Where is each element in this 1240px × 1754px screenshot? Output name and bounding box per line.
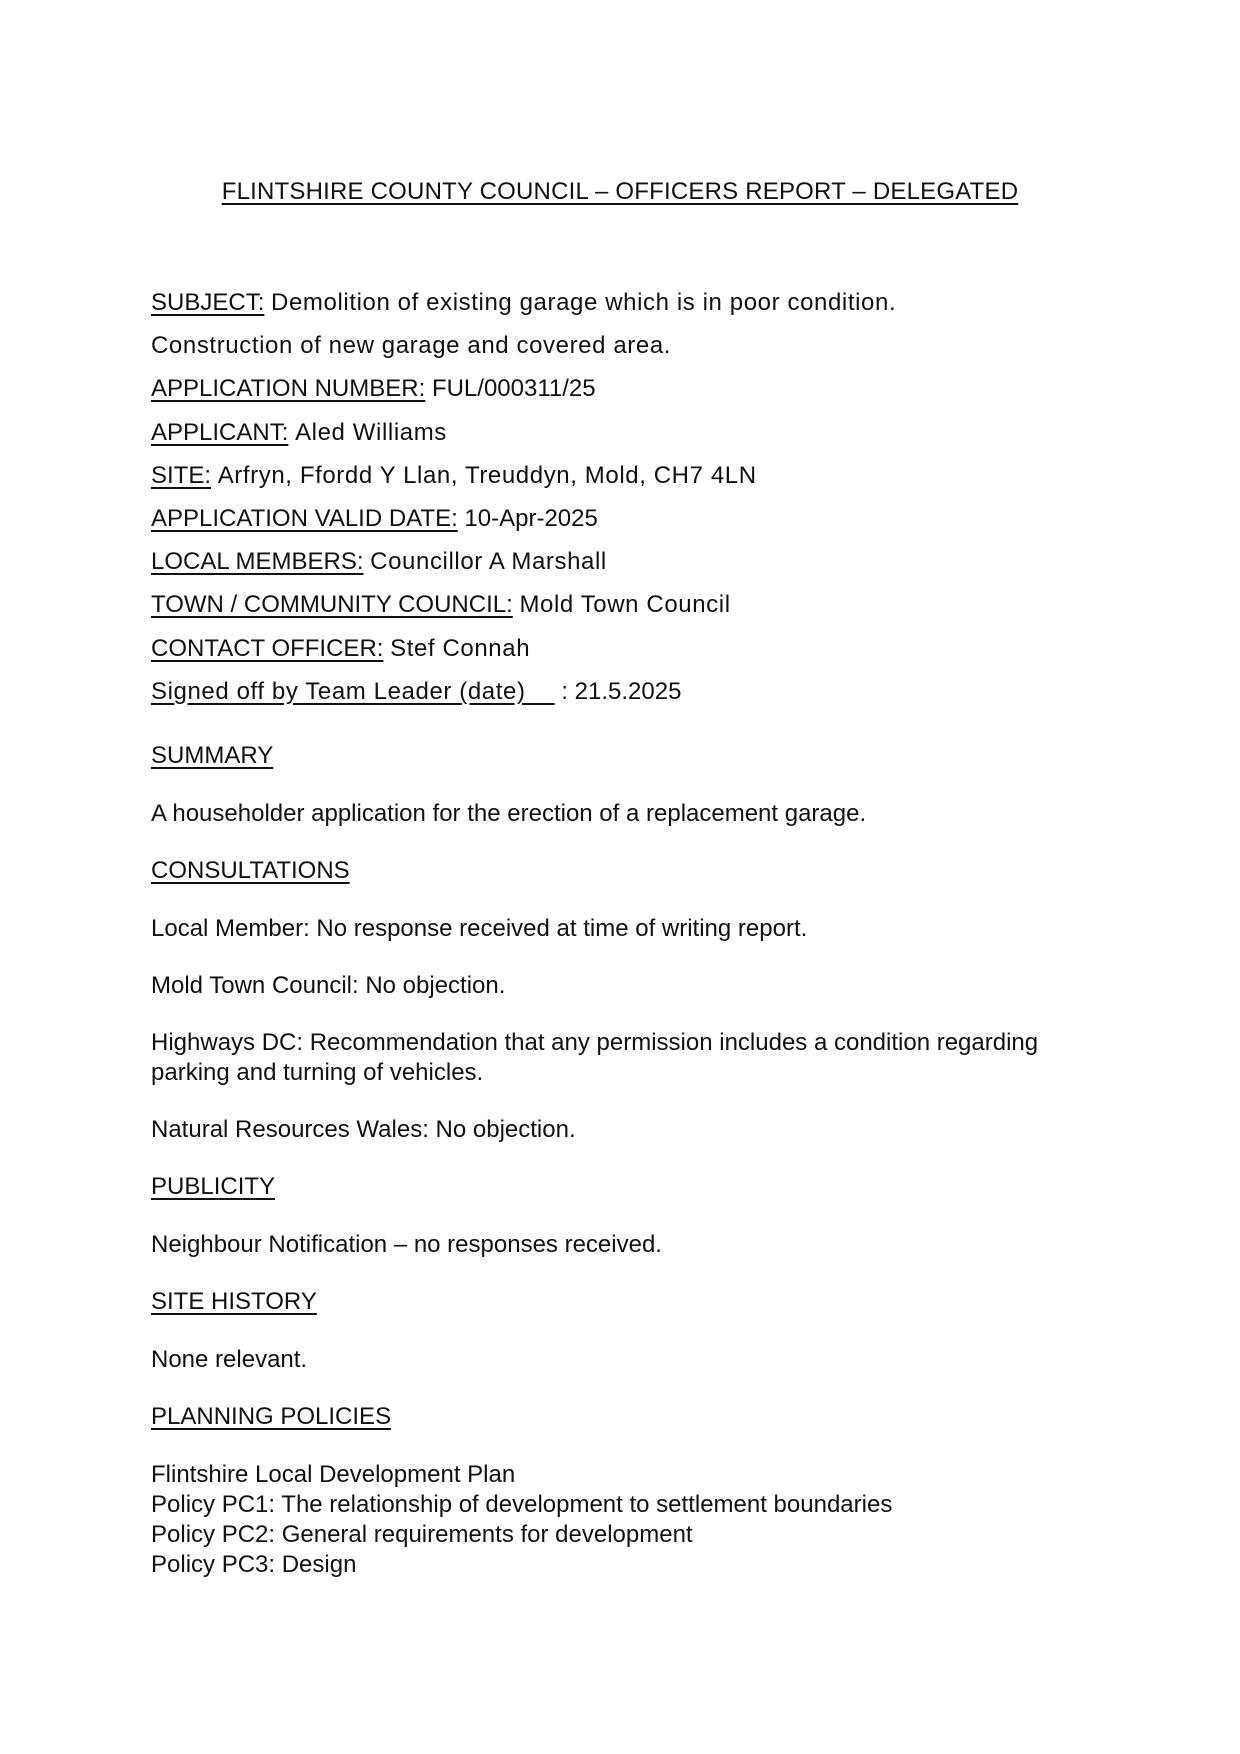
subject-value: Demolition of existing garage which is in poor condition. (271, 289, 897, 316)
application-number-field (151, 367, 1111, 410)
policy-line: Policy PC1: The relationship of development to settlement boundaries (151, 1490, 893, 1518)
publicity-text: Neighbour Notification – no responses received. (151, 1230, 662, 1258)
consultation-item: Highways DC: Recommendation that any permission includes a condition regarding parking and turning of vehicles. (151, 1028, 1039, 1086)
local-members-field (151, 540, 1111, 583)
consultations-heading: CONSULTATIONS (151, 856, 350, 884)
local-members-label: LOCAL MEMBERS: (151, 548, 364, 576)
publicity-heading: PUBLICITY (151, 1172, 276, 1200)
applicant-field (151, 411, 1111, 454)
site-history-text: None relevant. (151, 1345, 308, 1373)
policy-line: Policy PC2: General requirements for development (151, 1520, 693, 1548)
report-body (151, 281, 1111, 1580)
valid-date-value: 10-Apr-2025 (464, 504, 598, 532)
valid-date-label: APPLICATION VALID DATE: (151, 504, 458, 532)
site-label: SITE: (151, 461, 212, 489)
valid-date-field (151, 497, 1111, 540)
signed-off-field (151, 670, 1111, 713)
application-number-label: APPLICATION NUMBER: (151, 375, 426, 403)
planning-policies-heading: PLANNING POLICIES (151, 1402, 392, 1430)
community-council-value: Mold Town Council (519, 591, 731, 619)
signed-off-label: Signed off by Team Leader (date) (151, 677, 526, 705)
consultation-item: Natural Resources Wales: No objection. (151, 1115, 576, 1143)
community-council-label: TOWN / COMMUNITY COUNCIL: (151, 591, 513, 619)
site-field (151, 454, 1111, 497)
consultation-item: Mold Town Council: No objection. (151, 971, 506, 999)
site-history-heading: SITE HISTORY (151, 1287, 317, 1315)
applicant-label: APPLICANT: (151, 418, 289, 446)
site-value: Arfryn, Ffordd Y Llan, Treuddyn, Mold, CH7 4LN (217, 461, 757, 489)
community-council-field (151, 583, 1111, 626)
subject-field (151, 281, 1111, 324)
local-members-value: Councillor A Marshall (370, 548, 607, 576)
contact-officer-label: CONTACT OFFICER: (151, 634, 384, 662)
report-title (0, 178, 1240, 206)
subject-continuation-text: Construction of new garage and covered area. (151, 332, 672, 360)
subject-label: SUBJECT: (151, 289, 265, 316)
signed-off-value: : 21.5.2025 (561, 677, 682, 705)
contact-officer-value: Stef Connah (390, 634, 531, 662)
applicant-value: Aled Williams (295, 418, 447, 446)
report-title-text: FLINTSHIRE COUNTY COUNCIL – OFFICERS REPORT – DELEGATED (221, 178, 1019, 205)
planning-policies-list (151, 1460, 1111, 1580)
summary-heading: SUMMARY (151, 741, 274, 769)
summary-text: A householder application for the erection of a replacement garage. (151, 799, 867, 827)
policy-line: Flintshire Local Development Plan (151, 1460, 516, 1488)
application-number-value: FUL/000311/25 (431, 375, 596, 403)
policy-line: Policy PC3: Design (151, 1550, 357, 1578)
consultation-item: Local Member: No response received at time of writing report. (151, 914, 808, 942)
contact-officer-field (151, 627, 1111, 670)
subject-continuation (151, 324, 1111, 367)
